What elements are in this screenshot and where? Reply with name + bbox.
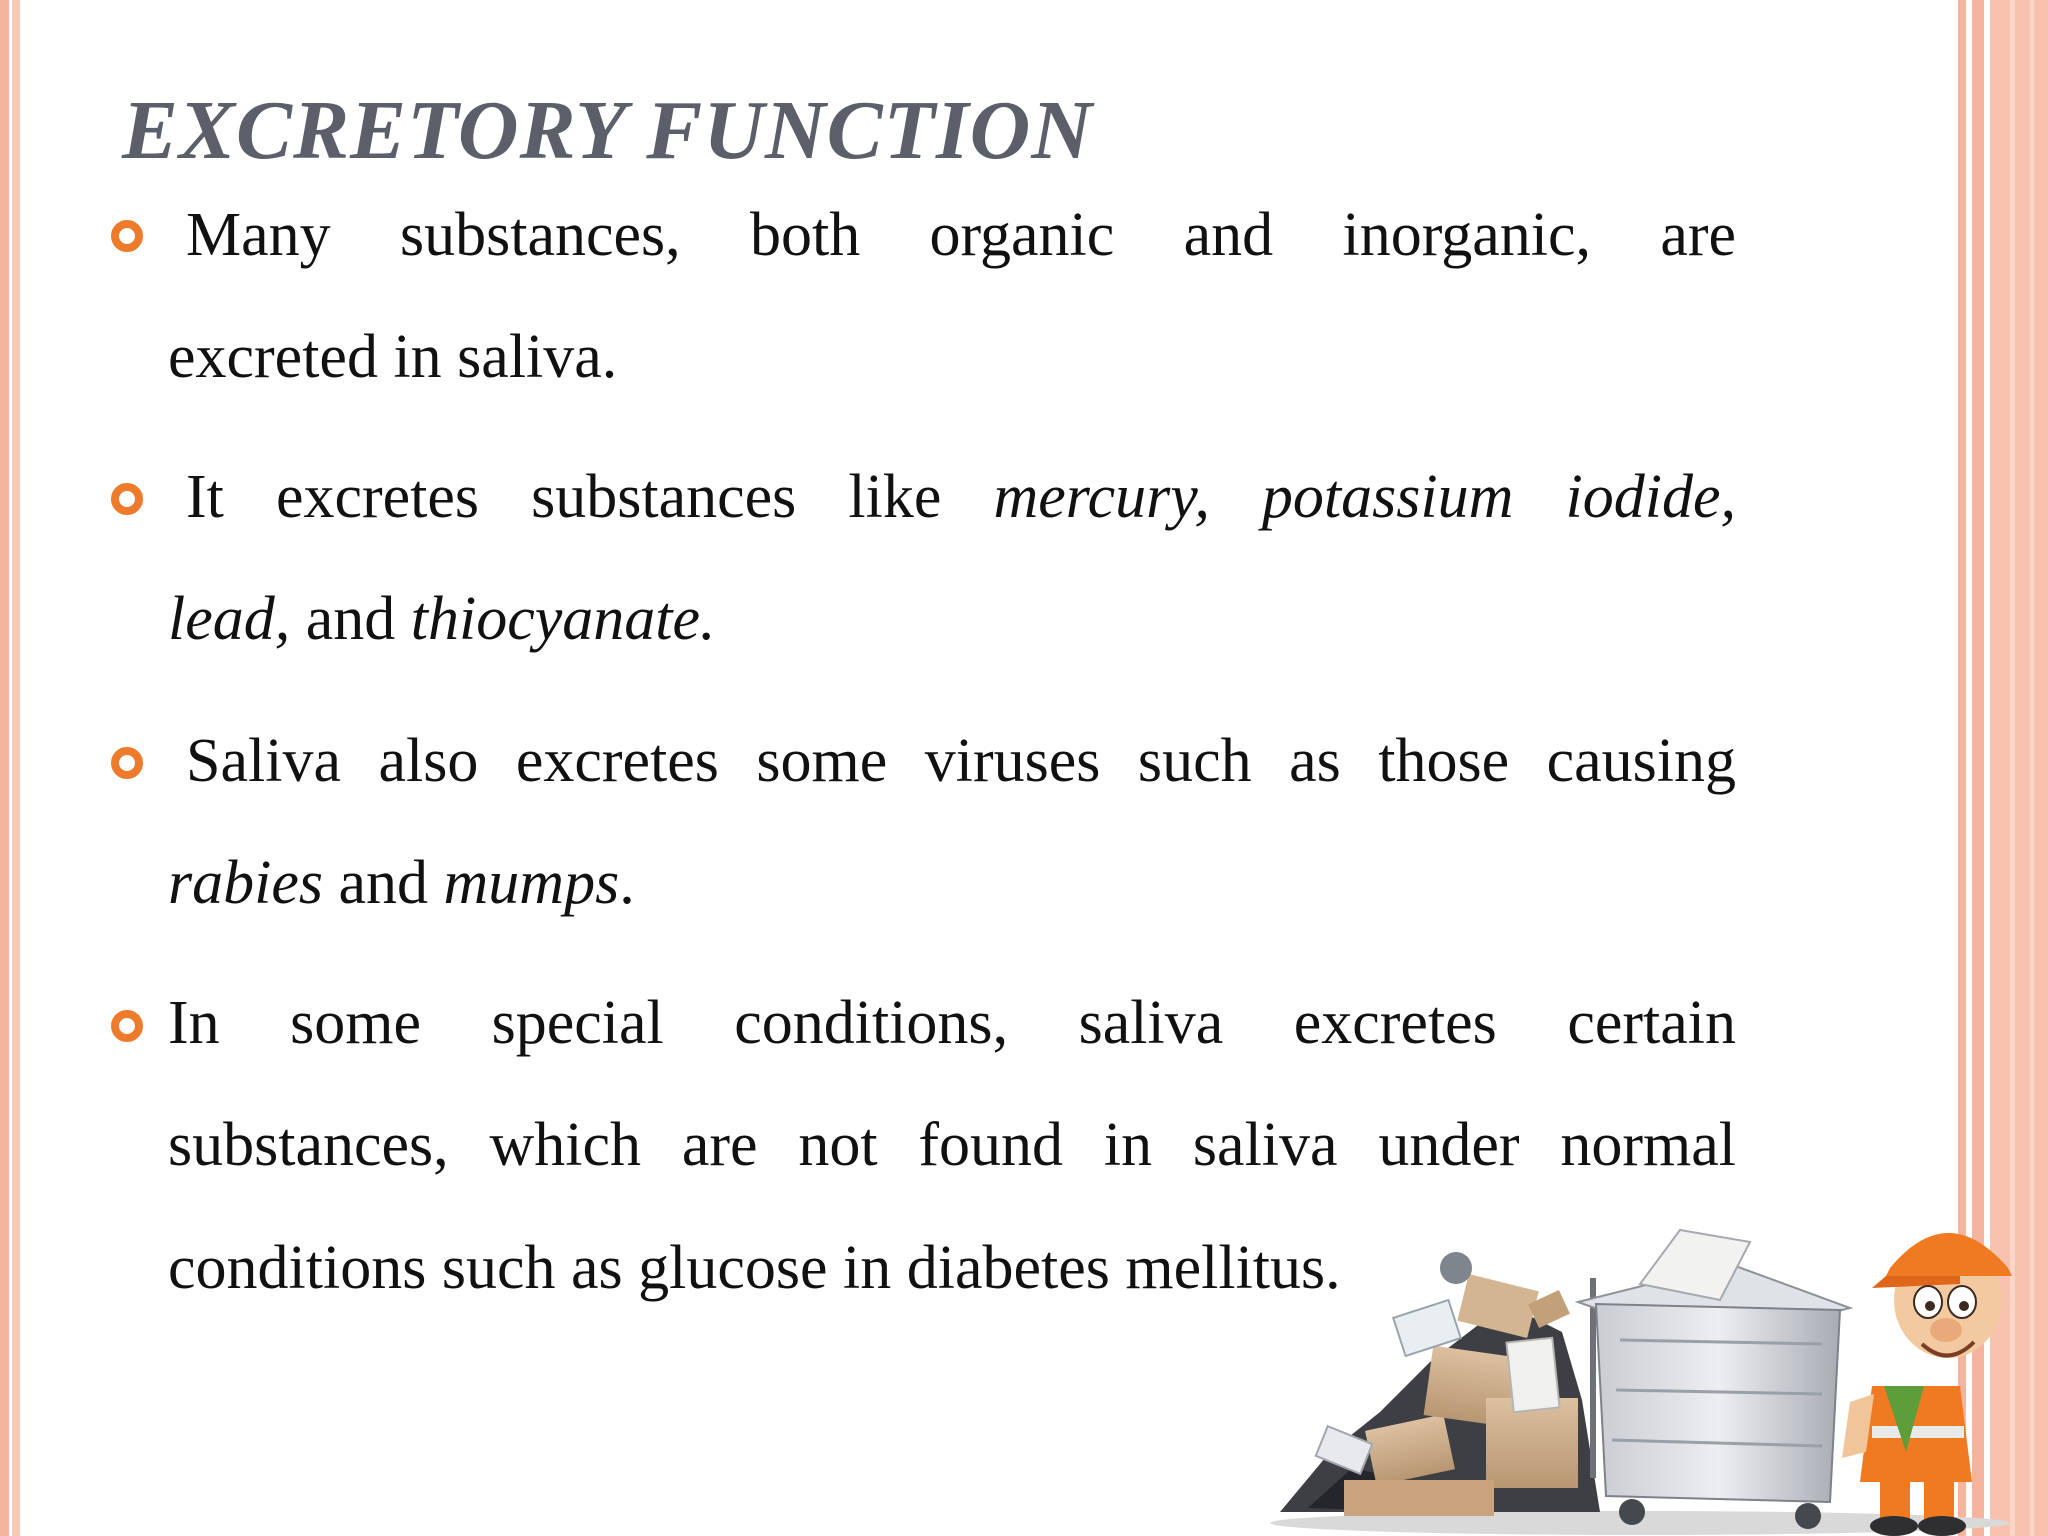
bullet-1-line-1: Many substances, both organic and inorganic, are [186, 201, 1736, 269]
garbage-pile-illustration [1260, 1190, 2048, 1536]
bullet-3-line-2 [168, 848, 1736, 918]
slide-title: EXCRETORY FUNCTION [122, 84, 1093, 177]
trash-pile [1280, 1252, 1600, 1516]
bullet-3-and: and [323, 849, 444, 917]
dumpster [1578, 1230, 1850, 1529]
bullet-ring-icon [111, 220, 143, 252]
bullet-4-line-2: substances, which are not found in saliva under normal [168, 1111, 1736, 1179]
bullet-3-italic-rabies: rabies [168, 849, 323, 917]
bullet-3-italic-mumps: mumps [443, 849, 620, 917]
bullet-ring-icon [111, 1010, 143, 1042]
cartoon-worker [1842, 1233, 2012, 1536]
bullet-4-line-1: In some special conditions, saliva excretes certain [168, 989, 1736, 1057]
bullet-2-line-1 [168, 462, 1736, 532]
bullet-2-italic-lead: lead, [168, 585, 291, 653]
bullet-1-line-2: excreted in saliva. [168, 323, 618, 391]
bullet-2-and: and [290, 585, 411, 653]
bullet-2-italic-thiocyanate: thiocyanate. [410, 585, 716, 653]
bullet-3-period: . [619, 849, 635, 917]
bullet-ring-icon [111, 483, 143, 515]
bullet-ring-icon [111, 747, 143, 779]
bullet-4-line-3: conditions such as glucose in diabetes mellitus. [168, 1234, 1341, 1302]
bullet-2-line-2 [168, 584, 1736, 654]
bullet-2-text: It excretes substances like [186, 463, 994, 531]
bullet-3-line-1: Saliva also excretes some viruses such as those causing [186, 727, 1736, 795]
bullet-2-italic-substances: mercury, potassium iodide, [993, 463, 1736, 531]
